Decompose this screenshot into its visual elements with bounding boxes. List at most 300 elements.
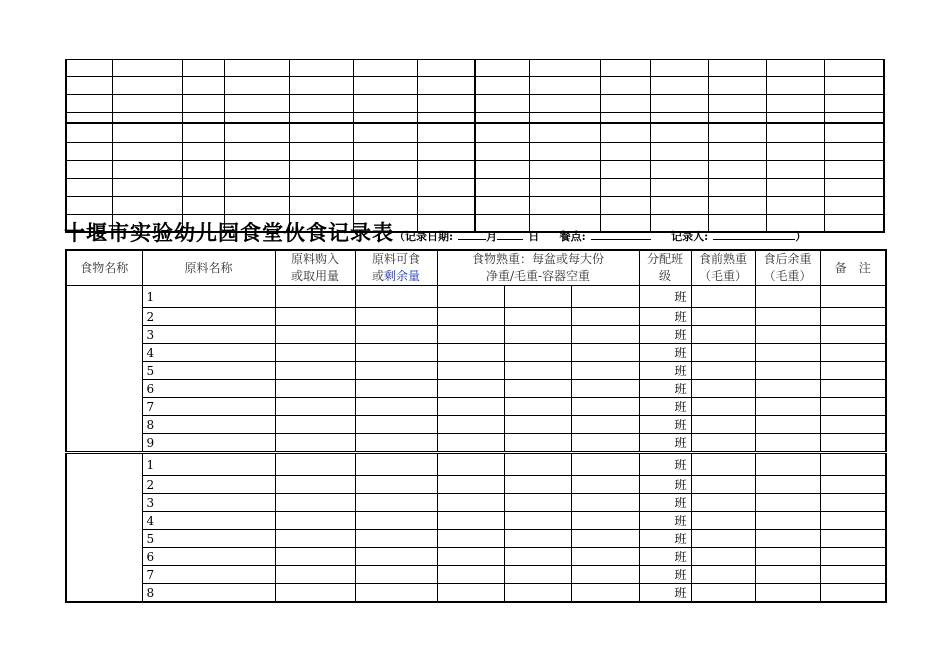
data-cell[interactable] bbox=[820, 326, 886, 344]
top-table-cell[interactable] bbox=[475, 143, 529, 161]
data-cell[interactable] bbox=[275, 548, 355, 566]
data-cell[interactable] bbox=[571, 344, 639, 362]
data-cell[interactable] bbox=[571, 380, 639, 398]
data-cell[interactable] bbox=[504, 286, 571, 308]
data-cell[interactable] bbox=[571, 362, 639, 380]
data-cell[interactable] bbox=[691, 398, 755, 416]
top-table-cell[interactable] bbox=[766, 95, 824, 113]
top-table-cell[interactable] bbox=[418, 113, 475, 124]
class-cell[interactable]: 班 bbox=[639, 512, 691, 530]
data-cell[interactable] bbox=[275, 326, 355, 344]
data-cell[interactable] bbox=[691, 548, 755, 566]
data-cell[interactable] bbox=[504, 434, 571, 453]
top-table-cell[interactable] bbox=[66, 197, 112, 215]
data-cell[interactable] bbox=[275, 398, 355, 416]
top-table-cell[interactable] bbox=[601, 143, 651, 161]
data-cell[interactable] bbox=[437, 453, 504, 476]
top-table-cell[interactable] bbox=[183, 143, 225, 161]
top-table-cell[interactable] bbox=[183, 60, 225, 77]
data-cell[interactable] bbox=[755, 344, 820, 362]
class-cell[interactable]: 班 bbox=[639, 453, 691, 476]
month-blank[interactable] bbox=[458, 227, 486, 240]
raw-name-cell[interactable]: 1 bbox=[142, 453, 275, 476]
top-table-cell[interactable] bbox=[183, 77, 225, 95]
top-table-cell[interactable] bbox=[825, 123, 884, 143]
data-cell[interactable] bbox=[355, 326, 437, 344]
class-cell[interactable]: 班 bbox=[639, 494, 691, 512]
top-table-cell[interactable] bbox=[289, 113, 353, 124]
data-cell[interactable] bbox=[820, 548, 886, 566]
data-cell[interactable] bbox=[571, 584, 639, 603]
data-cell[interactable] bbox=[504, 308, 571, 326]
top-table-cell[interactable] bbox=[529, 60, 600, 77]
top-table-cell[interactable] bbox=[601, 77, 651, 95]
data-cell[interactable] bbox=[437, 308, 504, 326]
top-table-cell[interactable] bbox=[353, 113, 417, 124]
data-cell[interactable] bbox=[820, 453, 886, 476]
top-table-cell[interactable] bbox=[225, 77, 289, 95]
data-cell[interactable] bbox=[437, 530, 504, 548]
data-cell[interactable] bbox=[755, 434, 820, 453]
data-cell[interactable] bbox=[571, 494, 639, 512]
class-cell[interactable]: 班 bbox=[639, 566, 691, 584]
data-cell[interactable] bbox=[355, 416, 437, 434]
recorder-blank[interactable] bbox=[713, 227, 795, 240]
top-table-cell[interactable] bbox=[529, 179, 600, 197]
class-cell[interactable]: 班 bbox=[639, 416, 691, 434]
top-table-cell[interactable] bbox=[183, 179, 225, 197]
top-table-cell[interactable] bbox=[475, 60, 529, 77]
top-table-cell[interactable] bbox=[289, 197, 353, 215]
top-table-cell[interactable] bbox=[112, 179, 182, 197]
data-cell[interactable] bbox=[355, 286, 437, 308]
class-cell[interactable]: 班 bbox=[639, 584, 691, 603]
top-table-cell[interactable] bbox=[601, 161, 651, 179]
data-cell[interactable] bbox=[504, 476, 571, 494]
class-cell[interactable]: 班 bbox=[639, 344, 691, 362]
top-table-cell[interactable] bbox=[183, 197, 225, 215]
data-cell[interactable] bbox=[275, 584, 355, 603]
data-cell[interactable] bbox=[275, 453, 355, 476]
top-table-cell[interactable] bbox=[601, 95, 651, 113]
top-table-cell[interactable] bbox=[183, 123, 225, 143]
top-table-cell[interactable] bbox=[225, 143, 289, 161]
top-table-cell[interactable] bbox=[475, 113, 529, 124]
top-table-cell[interactable] bbox=[529, 113, 600, 124]
class-cell[interactable]: 班 bbox=[639, 476, 691, 494]
data-cell[interactable] bbox=[437, 362, 504, 380]
data-cell[interactable] bbox=[571, 326, 639, 344]
top-table-cell[interactable] bbox=[289, 123, 353, 143]
data-cell[interactable] bbox=[755, 380, 820, 398]
data-cell[interactable] bbox=[355, 512, 437, 530]
data-cell[interactable] bbox=[755, 308, 820, 326]
top-table-cell[interactable] bbox=[529, 77, 600, 95]
raw-name-cell[interactable]: 2 bbox=[142, 476, 275, 494]
top-table-cell[interactable] bbox=[766, 161, 824, 179]
raw-name-cell[interactable]: 5 bbox=[142, 530, 275, 548]
data-cell[interactable] bbox=[275, 380, 355, 398]
data-cell[interactable] bbox=[275, 530, 355, 548]
data-cell[interactable] bbox=[275, 434, 355, 453]
day-blank[interactable] bbox=[497, 227, 523, 240]
top-table-cell[interactable] bbox=[651, 161, 708, 179]
data-cell[interactable] bbox=[755, 453, 820, 476]
top-table-cell[interactable] bbox=[708, 113, 766, 124]
data-cell[interactable] bbox=[355, 530, 437, 548]
raw-name-cell[interactable]: 6 bbox=[142, 380, 275, 398]
data-cell[interactable] bbox=[275, 566, 355, 584]
data-cell[interactable] bbox=[437, 512, 504, 530]
top-table-cell[interactable] bbox=[289, 77, 353, 95]
data-cell[interactable] bbox=[355, 344, 437, 362]
class-cell[interactable]: 班 bbox=[639, 326, 691, 344]
data-cell[interactable] bbox=[504, 380, 571, 398]
data-cell[interactable] bbox=[355, 308, 437, 326]
data-cell[interactable] bbox=[820, 476, 886, 494]
top-table-cell[interactable] bbox=[601, 123, 651, 143]
top-table-cell[interactable] bbox=[66, 113, 112, 124]
data-cell[interactable] bbox=[820, 584, 886, 603]
top-table-cell[interactable] bbox=[66, 143, 112, 161]
class-cell[interactable]: 班 bbox=[639, 286, 691, 308]
top-table-cell[interactable] bbox=[66, 179, 112, 197]
top-table-cell[interactable] bbox=[112, 123, 182, 143]
data-cell[interactable] bbox=[691, 453, 755, 476]
data-cell[interactable] bbox=[571, 308, 639, 326]
top-table-cell[interactable] bbox=[225, 113, 289, 124]
top-table-cell[interactable] bbox=[353, 60, 417, 77]
data-cell[interactable] bbox=[691, 286, 755, 308]
data-cell[interactable] bbox=[820, 344, 886, 362]
data-cell[interactable] bbox=[820, 362, 886, 380]
top-table-cell[interactable] bbox=[418, 143, 475, 161]
data-cell[interactable] bbox=[275, 416, 355, 434]
class-cell[interactable]: 班 bbox=[639, 308, 691, 326]
top-table-cell[interactable] bbox=[601, 179, 651, 197]
data-cell[interactable] bbox=[355, 380, 437, 398]
top-table-cell[interactable] bbox=[601, 197, 651, 215]
raw-name-cell[interactable]: 8 bbox=[142, 416, 275, 434]
top-table-cell[interactable] bbox=[825, 77, 884, 95]
top-table-cell[interactable] bbox=[112, 143, 182, 161]
data-cell[interactable] bbox=[820, 530, 886, 548]
data-cell[interactable] bbox=[504, 326, 571, 344]
top-table-cell[interactable] bbox=[289, 143, 353, 161]
top-table-cell[interactable] bbox=[529, 95, 600, 113]
top-table-cell[interactable] bbox=[66, 123, 112, 143]
data-cell[interactable] bbox=[820, 380, 886, 398]
data-cell[interactable] bbox=[437, 494, 504, 512]
data-cell[interactable] bbox=[437, 548, 504, 566]
data-cell[interactable] bbox=[820, 308, 886, 326]
data-cell[interactable] bbox=[571, 453, 639, 476]
data-cell[interactable] bbox=[820, 494, 886, 512]
data-cell[interactable] bbox=[275, 362, 355, 380]
top-table-cell[interactable] bbox=[112, 95, 182, 113]
data-cell[interactable] bbox=[571, 398, 639, 416]
class-cell[interactable]: 班 bbox=[639, 398, 691, 416]
top-table-cell[interactable] bbox=[475, 123, 529, 143]
data-cell[interactable] bbox=[437, 584, 504, 603]
top-table-cell[interactable] bbox=[766, 197, 824, 215]
top-table-cell[interactable] bbox=[353, 143, 417, 161]
raw-name-cell[interactable]: 5 bbox=[142, 362, 275, 380]
data-cell[interactable] bbox=[755, 326, 820, 344]
top-table-cell[interactable] bbox=[475, 95, 529, 113]
raw-name-cell[interactable]: 9 bbox=[142, 434, 275, 453]
data-cell[interactable] bbox=[820, 566, 886, 584]
top-table-cell[interactable] bbox=[418, 60, 475, 77]
class-cell[interactable]: 班 bbox=[639, 548, 691, 566]
top-table-cell[interactable] bbox=[825, 161, 884, 179]
meal-blank[interactable] bbox=[591, 227, 651, 240]
data-cell[interactable] bbox=[504, 494, 571, 512]
raw-name-cell[interactable]: 7 bbox=[142, 398, 275, 416]
top-table-cell[interactable] bbox=[66, 60, 112, 77]
top-table-cell[interactable] bbox=[766, 143, 824, 161]
data-cell[interactable] bbox=[504, 362, 571, 380]
top-table-cell[interactable] bbox=[353, 197, 417, 215]
data-cell[interactable] bbox=[691, 584, 755, 603]
data-cell[interactable] bbox=[691, 530, 755, 548]
data-cell[interactable] bbox=[571, 416, 639, 434]
top-table-cell[interactable] bbox=[651, 60, 708, 77]
top-table-cell[interactable] bbox=[766, 123, 824, 143]
data-cell[interactable] bbox=[437, 380, 504, 398]
top-table-cell[interactable] bbox=[289, 179, 353, 197]
data-cell[interactable] bbox=[355, 566, 437, 584]
top-table-cell[interactable] bbox=[766, 77, 824, 95]
top-table-cell[interactable] bbox=[766, 60, 824, 77]
raw-name-cell[interactable]: 2 bbox=[142, 308, 275, 326]
data-cell[interactable] bbox=[820, 398, 886, 416]
data-cell[interactable] bbox=[504, 548, 571, 566]
data-cell[interactable] bbox=[691, 476, 755, 494]
data-cell[interactable] bbox=[755, 286, 820, 308]
top-table-cell[interactable] bbox=[651, 179, 708, 197]
top-table-cell[interactable] bbox=[183, 161, 225, 179]
raw-name-cell[interactable]: 4 bbox=[142, 512, 275, 530]
top-table-cell[interactable] bbox=[353, 95, 417, 113]
data-cell[interactable] bbox=[691, 344, 755, 362]
data-cell[interactable] bbox=[504, 344, 571, 362]
top-table-cell[interactable] bbox=[112, 60, 182, 77]
top-table-cell[interactable] bbox=[708, 161, 766, 179]
data-cell[interactable] bbox=[820, 512, 886, 530]
top-table-cell[interactable] bbox=[418, 95, 475, 113]
top-table-cell[interactable] bbox=[825, 215, 884, 233]
top-table-cell[interactable] bbox=[708, 179, 766, 197]
top-table-cell[interactable] bbox=[289, 60, 353, 77]
data-cell[interactable] bbox=[504, 566, 571, 584]
top-table-cell[interactable] bbox=[651, 95, 708, 113]
data-cell[interactable] bbox=[275, 512, 355, 530]
top-table-cell[interactable] bbox=[825, 143, 884, 161]
data-cell[interactable] bbox=[755, 494, 820, 512]
raw-name-cell[interactable]: 8 bbox=[142, 584, 275, 603]
data-cell[interactable] bbox=[755, 566, 820, 584]
top-table-cell[interactable] bbox=[825, 60, 884, 77]
top-table-cell[interactable] bbox=[225, 197, 289, 215]
top-table-cell[interactable] bbox=[825, 197, 884, 215]
data-cell[interactable] bbox=[355, 398, 437, 416]
data-cell[interactable] bbox=[691, 308, 755, 326]
top-table-cell[interactable] bbox=[112, 77, 182, 95]
top-table-cell[interactable] bbox=[112, 161, 182, 179]
top-table-cell[interactable] bbox=[708, 197, 766, 215]
data-cell[interactable] bbox=[571, 530, 639, 548]
top-table-cell[interactable] bbox=[183, 113, 225, 124]
data-cell[interactable] bbox=[355, 476, 437, 494]
data-cell[interactable] bbox=[437, 326, 504, 344]
top-table-cell[interactable] bbox=[708, 60, 766, 77]
data-cell[interactable] bbox=[437, 566, 504, 584]
top-table-cell[interactable] bbox=[651, 197, 708, 215]
top-table-cell[interactable] bbox=[708, 77, 766, 95]
top-table-cell[interactable] bbox=[225, 179, 289, 197]
data-cell[interactable] bbox=[755, 512, 820, 530]
data-cell[interactable] bbox=[571, 286, 639, 308]
data-cell[interactable] bbox=[691, 494, 755, 512]
top-table-cell[interactable] bbox=[651, 113, 708, 124]
data-cell[interactable] bbox=[571, 476, 639, 494]
raw-name-cell[interactable]: 3 bbox=[142, 326, 275, 344]
data-cell[interactable] bbox=[437, 434, 504, 453]
top-table-cell[interactable] bbox=[418, 179, 475, 197]
top-table-cell[interactable] bbox=[353, 161, 417, 179]
data-cell[interactable] bbox=[437, 476, 504, 494]
top-table-cell[interactable] bbox=[766, 113, 824, 124]
top-table-cell[interactable] bbox=[708, 123, 766, 143]
data-cell[interactable] bbox=[691, 380, 755, 398]
data-cell[interactable] bbox=[504, 530, 571, 548]
data-cell[interactable] bbox=[755, 476, 820, 494]
top-table-cell[interactable] bbox=[225, 60, 289, 77]
data-cell[interactable] bbox=[275, 494, 355, 512]
data-cell[interactable] bbox=[275, 286, 355, 308]
top-table-cell[interactable] bbox=[475, 179, 529, 197]
top-table-cell[interactable] bbox=[418, 161, 475, 179]
data-cell[interactable] bbox=[691, 416, 755, 434]
top-table-cell[interactable] bbox=[289, 161, 353, 179]
top-table-cell[interactable] bbox=[651, 123, 708, 143]
top-table-cell[interactable] bbox=[475, 161, 529, 179]
data-cell[interactable] bbox=[571, 548, 639, 566]
class-cell[interactable]: 班 bbox=[639, 380, 691, 398]
raw-name-cell[interactable]: 6 bbox=[142, 548, 275, 566]
data-cell[interactable] bbox=[504, 453, 571, 476]
top-table-cell[interactable] bbox=[353, 77, 417, 95]
top-table-cell[interactable] bbox=[353, 179, 417, 197]
data-cell[interactable] bbox=[820, 416, 886, 434]
top-table-cell[interactable] bbox=[651, 77, 708, 95]
top-table-cell[interactable] bbox=[825, 95, 884, 113]
data-cell[interactable] bbox=[691, 326, 755, 344]
class-cell[interactable]: 班 bbox=[639, 530, 691, 548]
top-table-cell[interactable] bbox=[529, 143, 600, 161]
top-table-cell[interactable] bbox=[529, 123, 600, 143]
data-cell[interactable] bbox=[820, 434, 886, 453]
top-table-cell[interactable] bbox=[766, 179, 824, 197]
top-table-cell[interactable] bbox=[353, 123, 417, 143]
top-table-cell[interactable] bbox=[112, 197, 182, 215]
data-cell[interactable] bbox=[355, 362, 437, 380]
raw-name-cell[interactable]: 1 bbox=[142, 286, 275, 308]
top-table-cell[interactable] bbox=[112, 113, 182, 124]
data-cell[interactable] bbox=[437, 344, 504, 362]
data-cell[interactable] bbox=[504, 398, 571, 416]
raw-name-cell[interactable]: 3 bbox=[142, 494, 275, 512]
top-table-cell[interactable] bbox=[66, 77, 112, 95]
top-table-cell[interactable] bbox=[225, 95, 289, 113]
top-table-cell[interactable] bbox=[418, 77, 475, 95]
top-table-cell[interactable] bbox=[475, 197, 529, 215]
top-table-cell[interactable] bbox=[601, 113, 651, 124]
class-cell[interactable]: 班 bbox=[639, 362, 691, 380]
data-cell[interactable] bbox=[275, 344, 355, 362]
top-table-cell[interactable] bbox=[529, 197, 600, 215]
data-cell[interactable] bbox=[755, 398, 820, 416]
data-cell[interactable] bbox=[504, 416, 571, 434]
top-table-cell[interactable] bbox=[66, 95, 112, 113]
top-table-cell[interactable] bbox=[418, 197, 475, 215]
food-name-cell[interactable] bbox=[66, 286, 142, 453]
top-table-cell[interactable] bbox=[708, 95, 766, 113]
data-cell[interactable] bbox=[755, 548, 820, 566]
top-table-cell[interactable] bbox=[475, 77, 529, 95]
data-cell[interactable] bbox=[755, 416, 820, 434]
data-cell[interactable] bbox=[437, 398, 504, 416]
data-cell[interactable] bbox=[571, 566, 639, 584]
data-cell[interactable] bbox=[755, 584, 820, 603]
data-cell[interactable] bbox=[437, 286, 504, 308]
data-cell[interactable] bbox=[504, 584, 571, 603]
raw-name-cell[interactable]: 7 bbox=[142, 566, 275, 584]
data-cell[interactable] bbox=[355, 584, 437, 603]
class-cell[interactable]: 班 bbox=[639, 434, 691, 453]
data-cell[interactable] bbox=[571, 434, 639, 453]
data-cell[interactable] bbox=[691, 434, 755, 453]
data-cell[interactable] bbox=[691, 362, 755, 380]
data-cell[interactable] bbox=[437, 416, 504, 434]
data-cell[interactable] bbox=[275, 476, 355, 494]
top-table-cell[interactable] bbox=[225, 123, 289, 143]
data-cell[interactable] bbox=[691, 512, 755, 530]
data-cell[interactable] bbox=[504, 512, 571, 530]
data-cell[interactable] bbox=[355, 453, 437, 476]
top-table-cell[interactable] bbox=[825, 113, 884, 124]
data-cell[interactable] bbox=[355, 434, 437, 453]
data-cell[interactable] bbox=[691, 566, 755, 584]
data-cell[interactable] bbox=[355, 494, 437, 512]
top-table-cell[interactable] bbox=[225, 161, 289, 179]
top-table-cell[interactable] bbox=[289, 95, 353, 113]
top-table-cell[interactable] bbox=[601, 60, 651, 77]
top-table-cell[interactable] bbox=[418, 123, 475, 143]
top-table-cell[interactable] bbox=[183, 95, 225, 113]
top-table-cell[interactable] bbox=[529, 161, 600, 179]
top-table-cell[interactable] bbox=[651, 143, 708, 161]
data-cell[interactable] bbox=[820, 286, 886, 308]
top-table-cell[interactable] bbox=[825, 179, 884, 197]
data-cell[interactable] bbox=[571, 512, 639, 530]
data-cell[interactable] bbox=[755, 362, 820, 380]
top-table-cell[interactable] bbox=[708, 143, 766, 161]
top-table-cell[interactable] bbox=[66, 161, 112, 179]
food-name-cell[interactable] bbox=[66, 453, 142, 603]
data-cell[interactable] bbox=[275, 308, 355, 326]
